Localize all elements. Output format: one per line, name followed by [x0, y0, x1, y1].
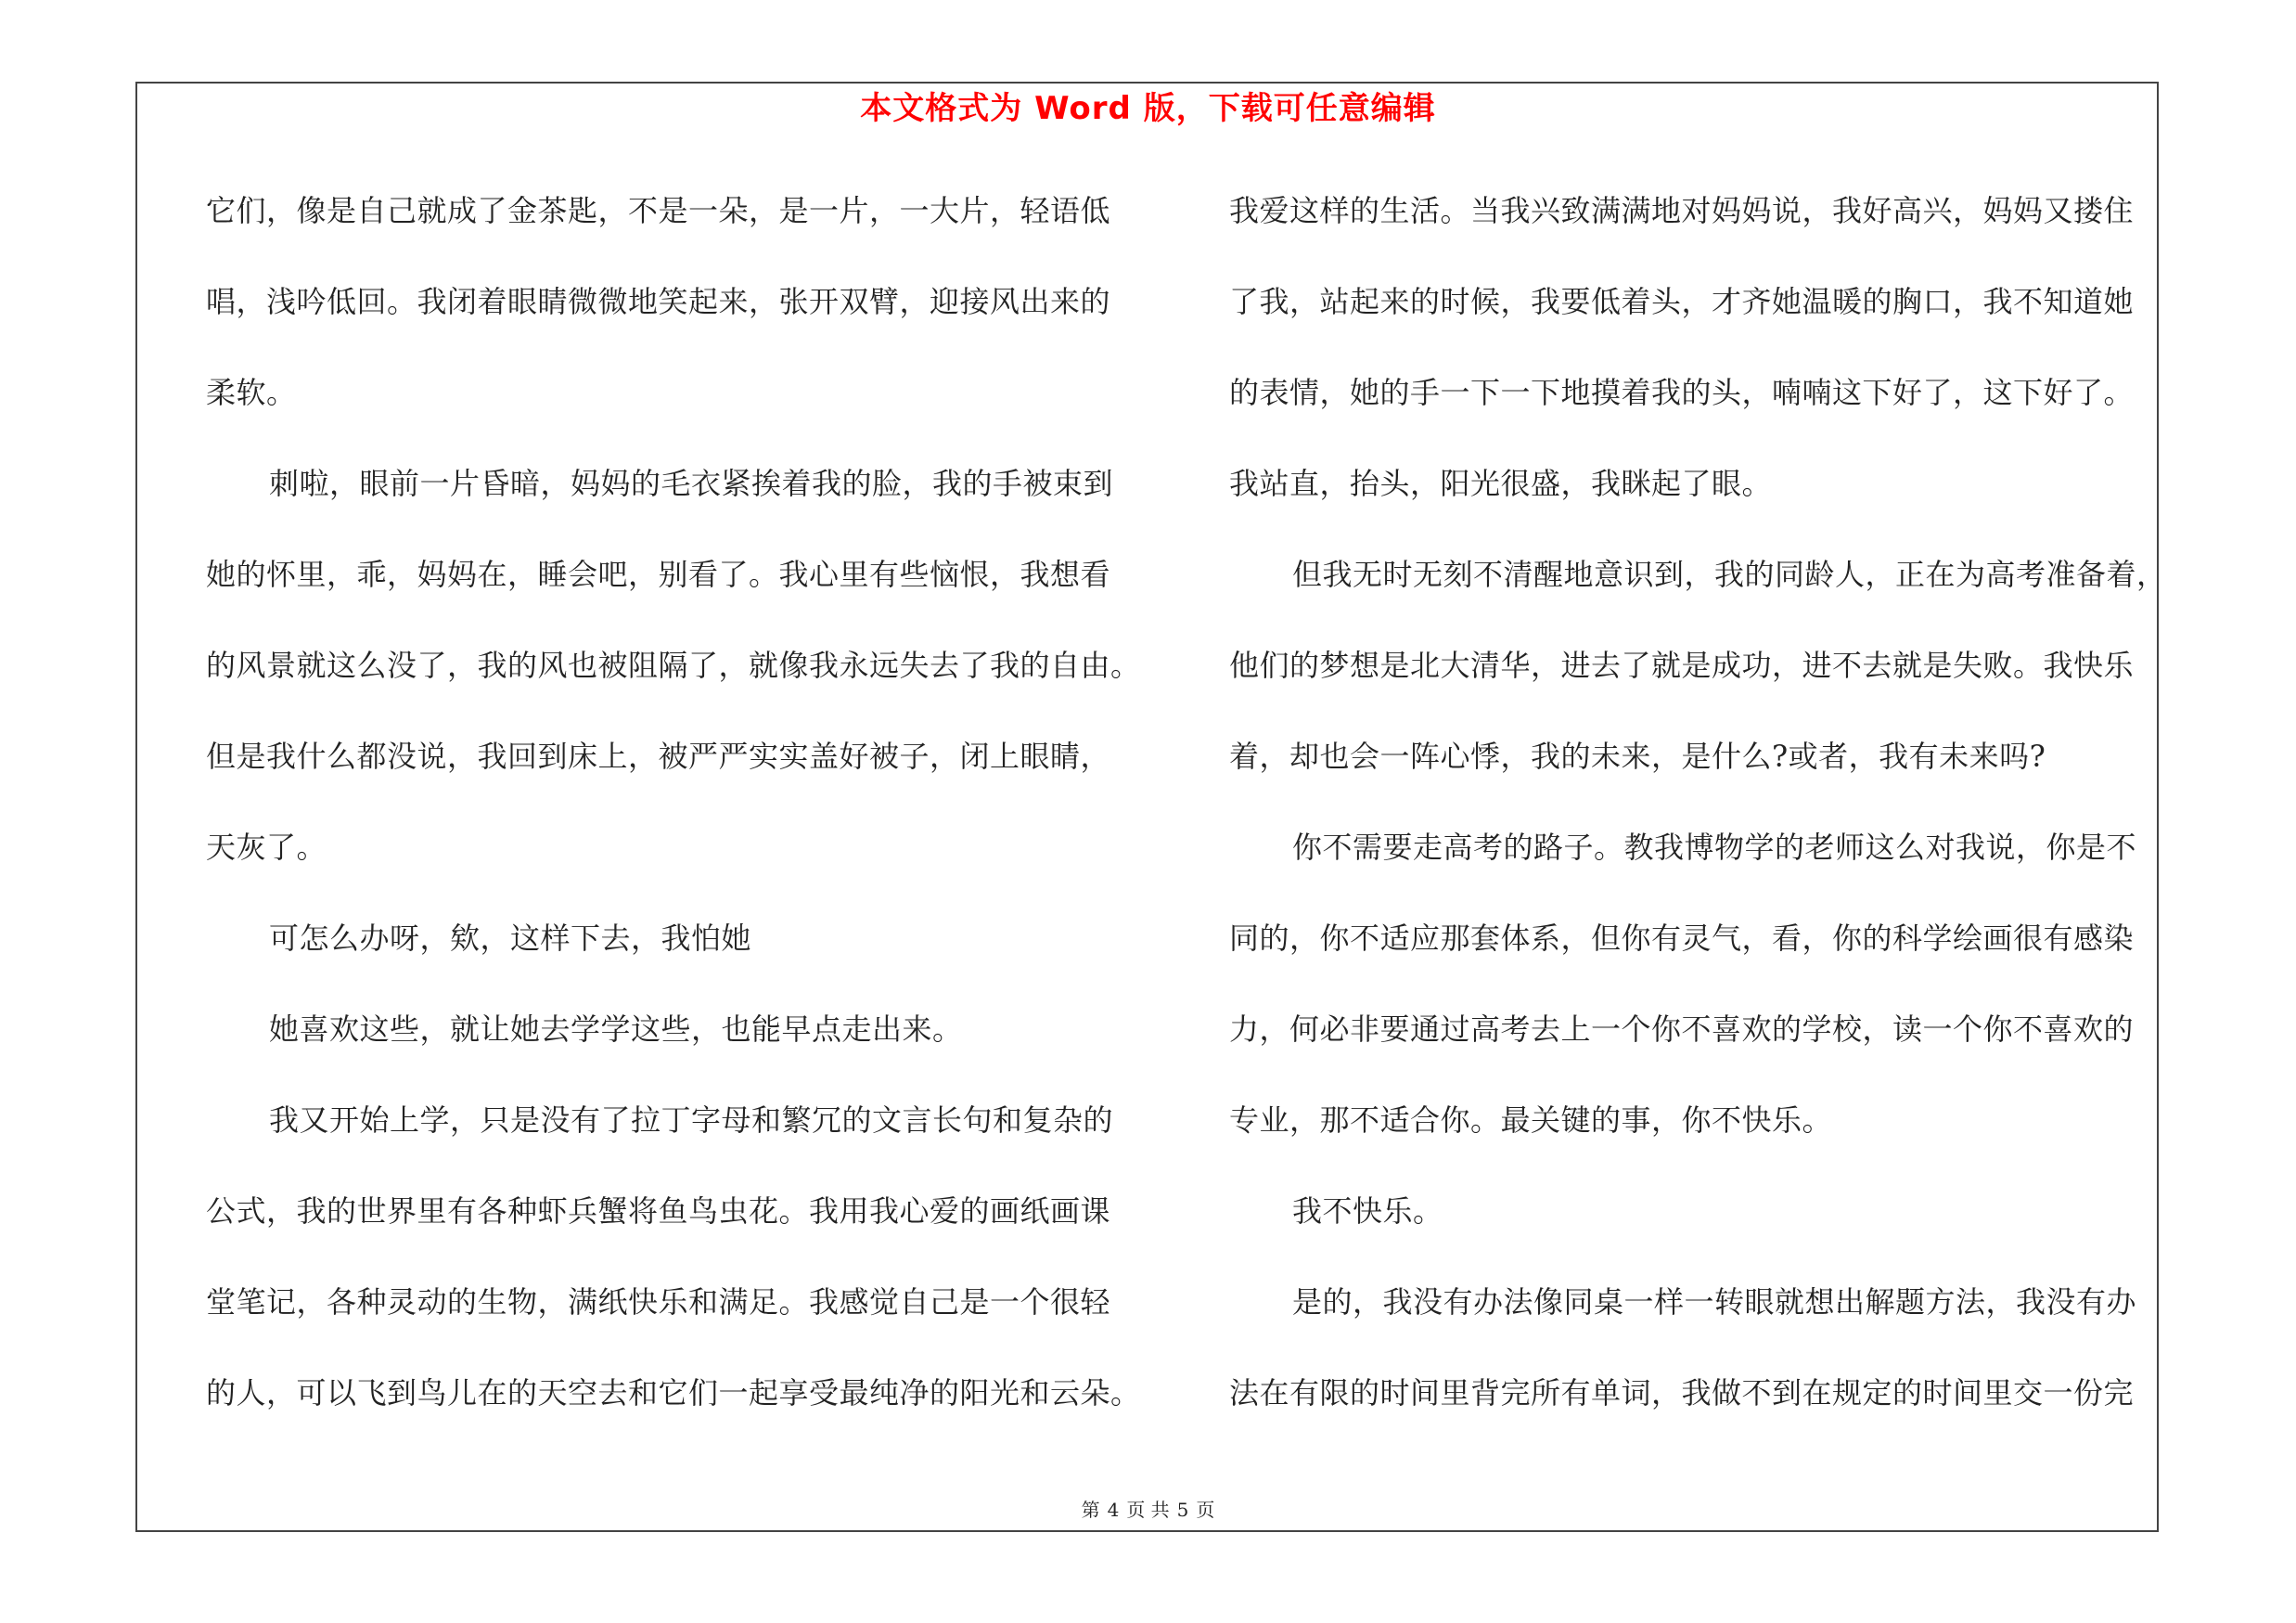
paragraph-line: 公式，我的世界里有各种虾兵蟹将鱼鸟虫花。我用我心爱的画纸画课: [206, 1193, 1111, 1229]
paragraph-line: 她喜欢这些，就让她去学学这些，也能早点走出来。: [269, 1011, 963, 1047]
footer-suffix: 页: [1196, 1499, 1215, 1521]
paragraph-line: 唱，浅吟低回。我闭着眼睛微微地笑起来，张开双臂，迎接风出来的: [206, 284, 1111, 319]
paragraph-line: 刺啦，眼前一片昏暗，妈妈的毛衣紧挨着我的脸，我的手被束到: [269, 466, 1114, 501]
paragraph-line: 但我无时无刻不清醒地意识到，我的同龄人，正在为高考准备着，: [1292, 557, 2167, 592]
right-column: [1229, 184, 2172, 1457]
paragraph-line: 但是我什么都没说，我回到床上，被严严实实盖好被子，闭上眼睛，: [206, 739, 1111, 774]
paragraph-line: 法在有限的时间里背完所有单词，我做不到在规定的时间里交一份完: [1229, 1375, 2135, 1410]
paragraph-line: 的风景就这么没了，我的风也被阻隔了，就像我永远失去了我的自由。: [206, 648, 1141, 683]
paragraph-line: 我不快乐。: [1292, 1193, 1443, 1229]
paragraph-line: 我站直，抬头，阳光很盛，我眯起了眼。: [1229, 466, 1773, 501]
footer-mid: 页 共: [1126, 1499, 1170, 1521]
left-column: [206, 184, 1141, 1457]
current-page-number: 4: [1107, 1499, 1120, 1521]
total-page-count: 5: [1176, 1499, 1189, 1521]
paragraph-line: 的人，可以飞到鸟儿在的天空去和它们一起享受最纯净的阳光和云朵。: [206, 1375, 1141, 1410]
paragraph-line: 天灰了。: [206, 830, 327, 865]
paragraph-line: 它们，像是自己就成了金茶匙，不是一朵，是一片，一大片，轻语低: [206, 193, 1111, 228]
paragraph-line: 同的，你不适应那套体系，但你有灵气，看，你的科学绘画很有感染: [1229, 921, 2135, 956]
word-format-banner: 本文格式为 Word 版，下载可任意编辑: [860, 90, 1436, 127]
paragraph-line: 了我，站起来的时候，我要低着头，才齐她温暖的胸口，我不知道她: [1229, 284, 2135, 319]
paragraph-line: 可怎么办呀，欸，这样下去，我怕她: [269, 921, 752, 956]
paragraph-line: 专业，那不适合你。最关键的事，你不快乐。: [1229, 1102, 1833, 1138]
paragraph-line: 她的怀里，乖，妈妈在，睡会吧，别看了。我心里有些恼恨，我想看: [206, 557, 1111, 592]
footer-prefix: 第: [1081, 1499, 1100, 1521]
paragraph-line: 着，却也会一阵心悸，我的未来，是什么?或者，我有未来吗?: [1229, 739, 2046, 774]
paragraph-line: 力，何必非要通过高考去上一个你不喜欢的学校，读一个你不喜欢的: [1229, 1011, 2135, 1047]
paragraph-line: 是的，我没有办法像同桌一样一转眼就想出解题方法，我没有办: [1292, 1284, 2137, 1320]
paragraph-line: 你不需要走高考的路子。教我博物学的老师这么对我说，你是不: [1292, 830, 2137, 865]
paragraph-line: 我又开始上学，只是没有了拉丁字母和繁冗的文言长句和复杂的: [269, 1102, 1114, 1138]
paragraph-line: 堂笔记，各种灵动的生物，满纸快乐和满足。我感觉自己是一个很轻: [206, 1284, 1111, 1320]
paragraph-line: 柔软。: [206, 375, 297, 410]
paragraph-line: 他们的梦想是北大清华，进去了就是成功，进不去就是失败。我快乐: [1229, 648, 2135, 683]
paragraph-line: 的表情，她的手一下一下地摸着我的头，喃喃这下好了，这下好了。: [1229, 375, 2135, 410]
page-footer: [0, 1495, 2296, 1522]
paragraph-line: 我爱这样的生活。当我兴致满满地对妈妈说，我好高兴，妈妈又搂住: [1229, 193, 2135, 228]
